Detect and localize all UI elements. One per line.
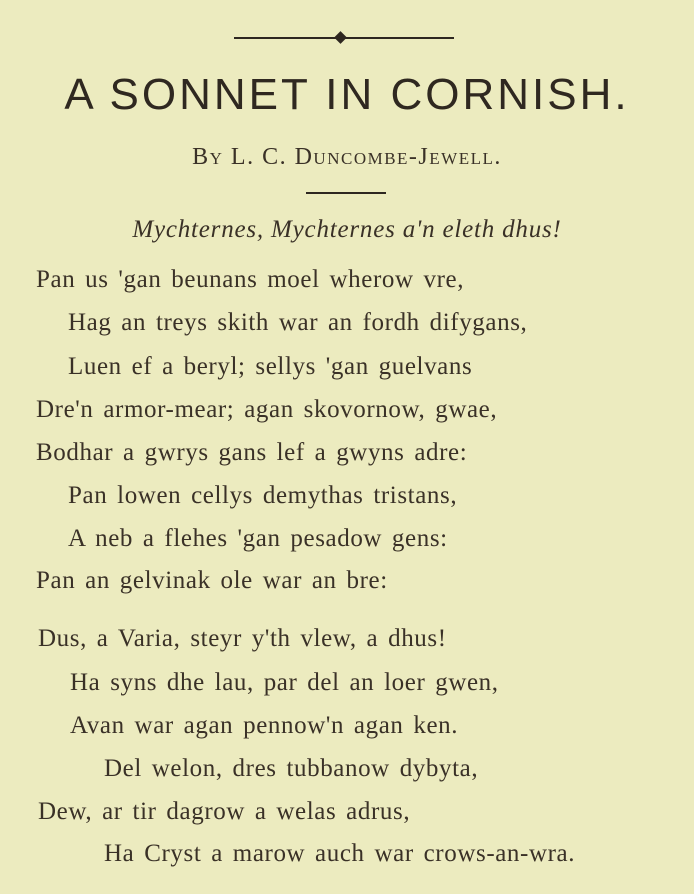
poem-title: A SONNET IN CORNISH. xyxy=(64,70,630,119)
verse-line: Dre'n armor-mear; agan skovornow, gwae, xyxy=(36,396,498,423)
verse-line: Hag an treys skith war an fordh difygans, xyxy=(68,309,528,336)
verse-line: Dus, a Varia, steyr y'th vlew, a dhus! xyxy=(38,625,447,652)
verse-line: Ha Cryst a marow auch war crows-an-wra. xyxy=(104,840,576,867)
verse-line: Ha syns dhe lau, par del an loer gwen, xyxy=(70,669,499,696)
verse-line: Avan war agan pennow'n agan ken. xyxy=(70,712,459,739)
verse-line: Bodhar a gwrys gans lef a gwyns adre: xyxy=(36,439,468,466)
verse-line: Pan us 'gan beunans moel wherow vre, xyxy=(36,266,465,293)
verse-line: Dew, ar tir dagrow a welas adrus, xyxy=(38,798,411,825)
verse-line: Luen ef a beryl; sellys 'gan guelvans xyxy=(68,353,473,380)
epigraph: Mychternes, Mychternes a'n eleth dhus! xyxy=(132,216,562,243)
verse-line: Pan an gelvinak ole war an bre: xyxy=(36,567,388,594)
verse-line: A neb a flehes 'gan pesadow gens: xyxy=(68,525,448,552)
verse-line: Del welon, dres tubbanow dybyta, xyxy=(104,755,479,782)
author-byline: By L. C. Duncombe-Jewell. xyxy=(192,144,502,170)
verse-line: Pan lowen cellys demythas tristans, xyxy=(68,482,458,509)
